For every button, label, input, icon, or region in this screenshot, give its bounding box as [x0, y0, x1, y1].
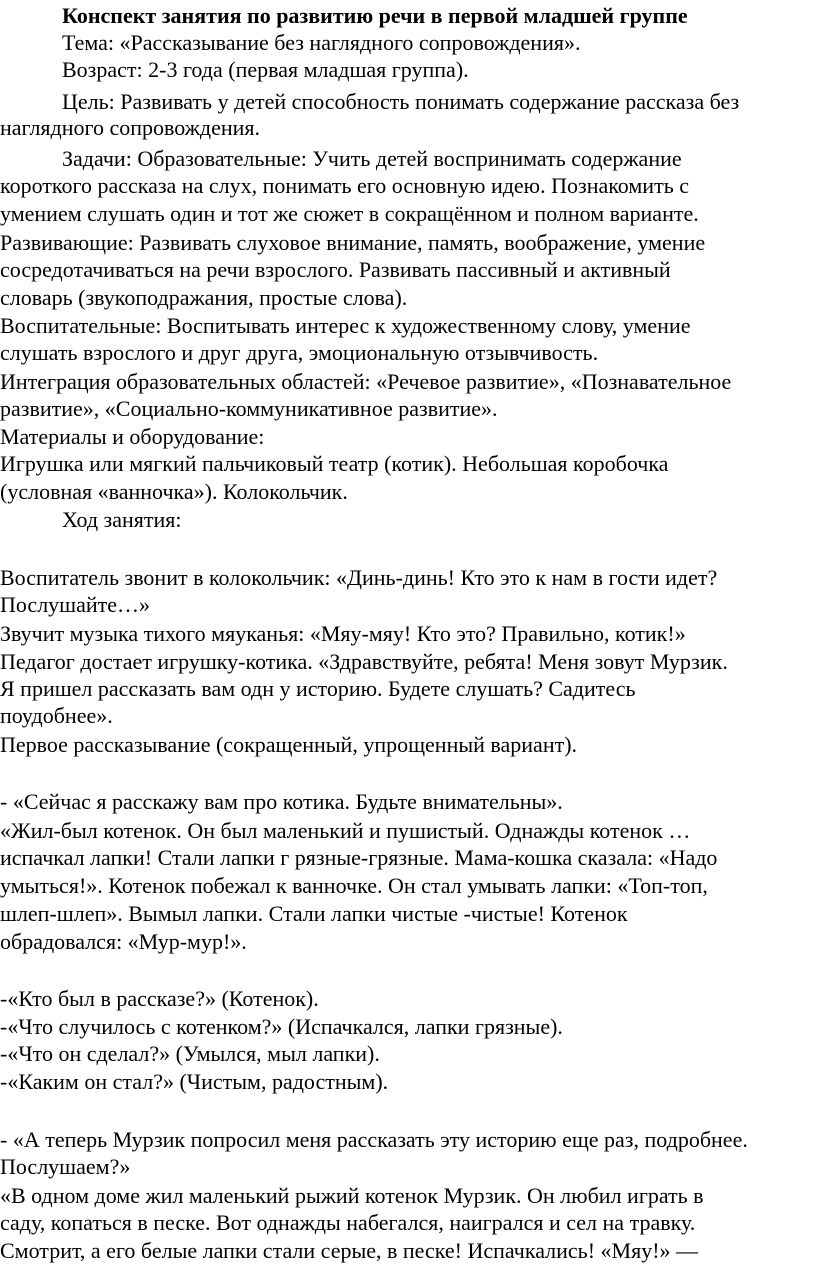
first-story-line-5: шлеп-шлеп». Вымыл лапки. Стали лапки чистые -чистые! Котенок	[0, 901, 628, 926]
question-1: -«Кто был в рассказе?» (Котенок).	[0, 986, 319, 1011]
course-heading: Ход занятия:	[62, 507, 182, 532]
materials-line-1: Игрушка или мягкий пальчиковый театр (котик). Небольшая коробочка	[0, 451, 669, 476]
tasks-line-2: короткого рассказа на слух, понимать его основную идею. Познакомить с	[0, 173, 689, 198]
second-story-line-2: Послушаем?»	[0, 1154, 131, 1179]
age-line: Возраст: 2-3 года (первая младшая группа).	[62, 57, 469, 82]
integration-line-2: развитие», «Социально-коммуникативное развитие».	[0, 396, 498, 421]
intro-line-3: Звучит музыка тихого мяуканья: «Мяу-мяу! Кто это? Правильно, котик!»	[0, 621, 686, 646]
intro-line-4: Педагог достает игрушку-котика. «Здравствуйте, ребята! Меня зовут Мурзик.	[0, 649, 728, 674]
question-4: -«Каким он стал?» (Чистым, радостным).	[0, 1069, 389, 1094]
first-story-line-1: - «Сейчас я расскажу вам про котика. Будьте внимательны».	[0, 789, 563, 814]
first-story-line-6: обрадовался: «Мур-мур!».	[0, 929, 247, 954]
document-title: Конспект занятия по развитию речи в первой младшей группе	[62, 3, 688, 28]
intro-line-5: Я пришел рассказать вам одн у историю. Будете слушать? Садитесь	[0, 676, 636, 701]
question-2: -«Что случилось с котенком?» (Испачкался, лапки грязные).	[0, 1014, 563, 1039]
tasks-line-8: слушать взрослого и друг друга, эмоциональную отзывчивость.	[0, 340, 599, 365]
first-story-line-2: «Жил-был котенок. Он был маленький и пушистый. Однажды котенок …	[0, 818, 691, 843]
intro-line-2: Послушайте…»	[0, 592, 151, 617]
second-story-line-5: Смотрит, а его белые лапки стали серые, в песке! Испачкались! «Мяу!» —	[0, 1238, 699, 1263]
tasks-line-6: словарь (звукоподражания, простые слова).	[0, 285, 408, 310]
integration-line-1: Интеграция образовательных областей: «Речевое развитие», «Познавательное	[0, 369, 732, 394]
tasks-line-1: Задачи: Образовательные: Учить детей воспринимать содержание	[62, 146, 682, 171]
second-story-line-3: «В одном доме жил маленький рыжий котенок Мурзик. Он любил играть в	[0, 1183, 704, 1208]
topic-line: Тема: «Рассказывание без наглядного сопровождения».	[62, 30, 581, 55]
materials-line-2: (условная «ванночка»). Колокольчик.	[0, 479, 348, 504]
goal-line-1: Цель: Развивать у детей способность понимать содержание рассказа без	[62, 89, 740, 114]
intro-line-6: поудобнее».	[0, 703, 113, 728]
materials-heading: Материалы и оборудование:	[0, 424, 265, 449]
second-story-line-4: саду, копаться в песке. Вот однажды набегался, наигрался и сел на травку.	[0, 1210, 696, 1235]
question-3: -«Что он сделал?» (Умылся, мыл лапки).	[0, 1041, 380, 1066]
intro-line-7: Первое рассказывание (сокращенный, упрощенный вариант).	[0, 732, 578, 757]
tasks-line-3: умением слушать один и тот же сюжет в сокращённом и полном варианте.	[0, 201, 699, 226]
tasks-line-4: Развивающие: Развивать слуховое внимание, память, воображение, умение	[0, 230, 706, 255]
goal-line-2: наглядного сопровождения.	[0, 115, 261, 140]
tasks-line-7: Воспитательные: Воспитывать интерес к художественному слову, умение	[0, 313, 691, 338]
first-story-line-4: умыться!». Котенок побежал к ванночке. Он стал умывать лапки: «Топ-топ,	[0, 873, 708, 898]
second-story-line-1: - «А теперь Мурзик попросил меня рассказать эту историю еще раз, подробнее.	[0, 1127, 748, 1152]
tasks-line-5: сосредотачиваться на речи взрослого. Развивать пассивный и активный	[0, 257, 671, 282]
intro-line-1: Воспитатель звонит в колокольчик: «Динь-динь! Кто это к нам в гости идет?	[0, 565, 718, 590]
first-story-line-3: испачкал лапки! Стали лапки г рязные-грязные. Мама-кошка сказала: «Надо	[0, 845, 718, 870]
